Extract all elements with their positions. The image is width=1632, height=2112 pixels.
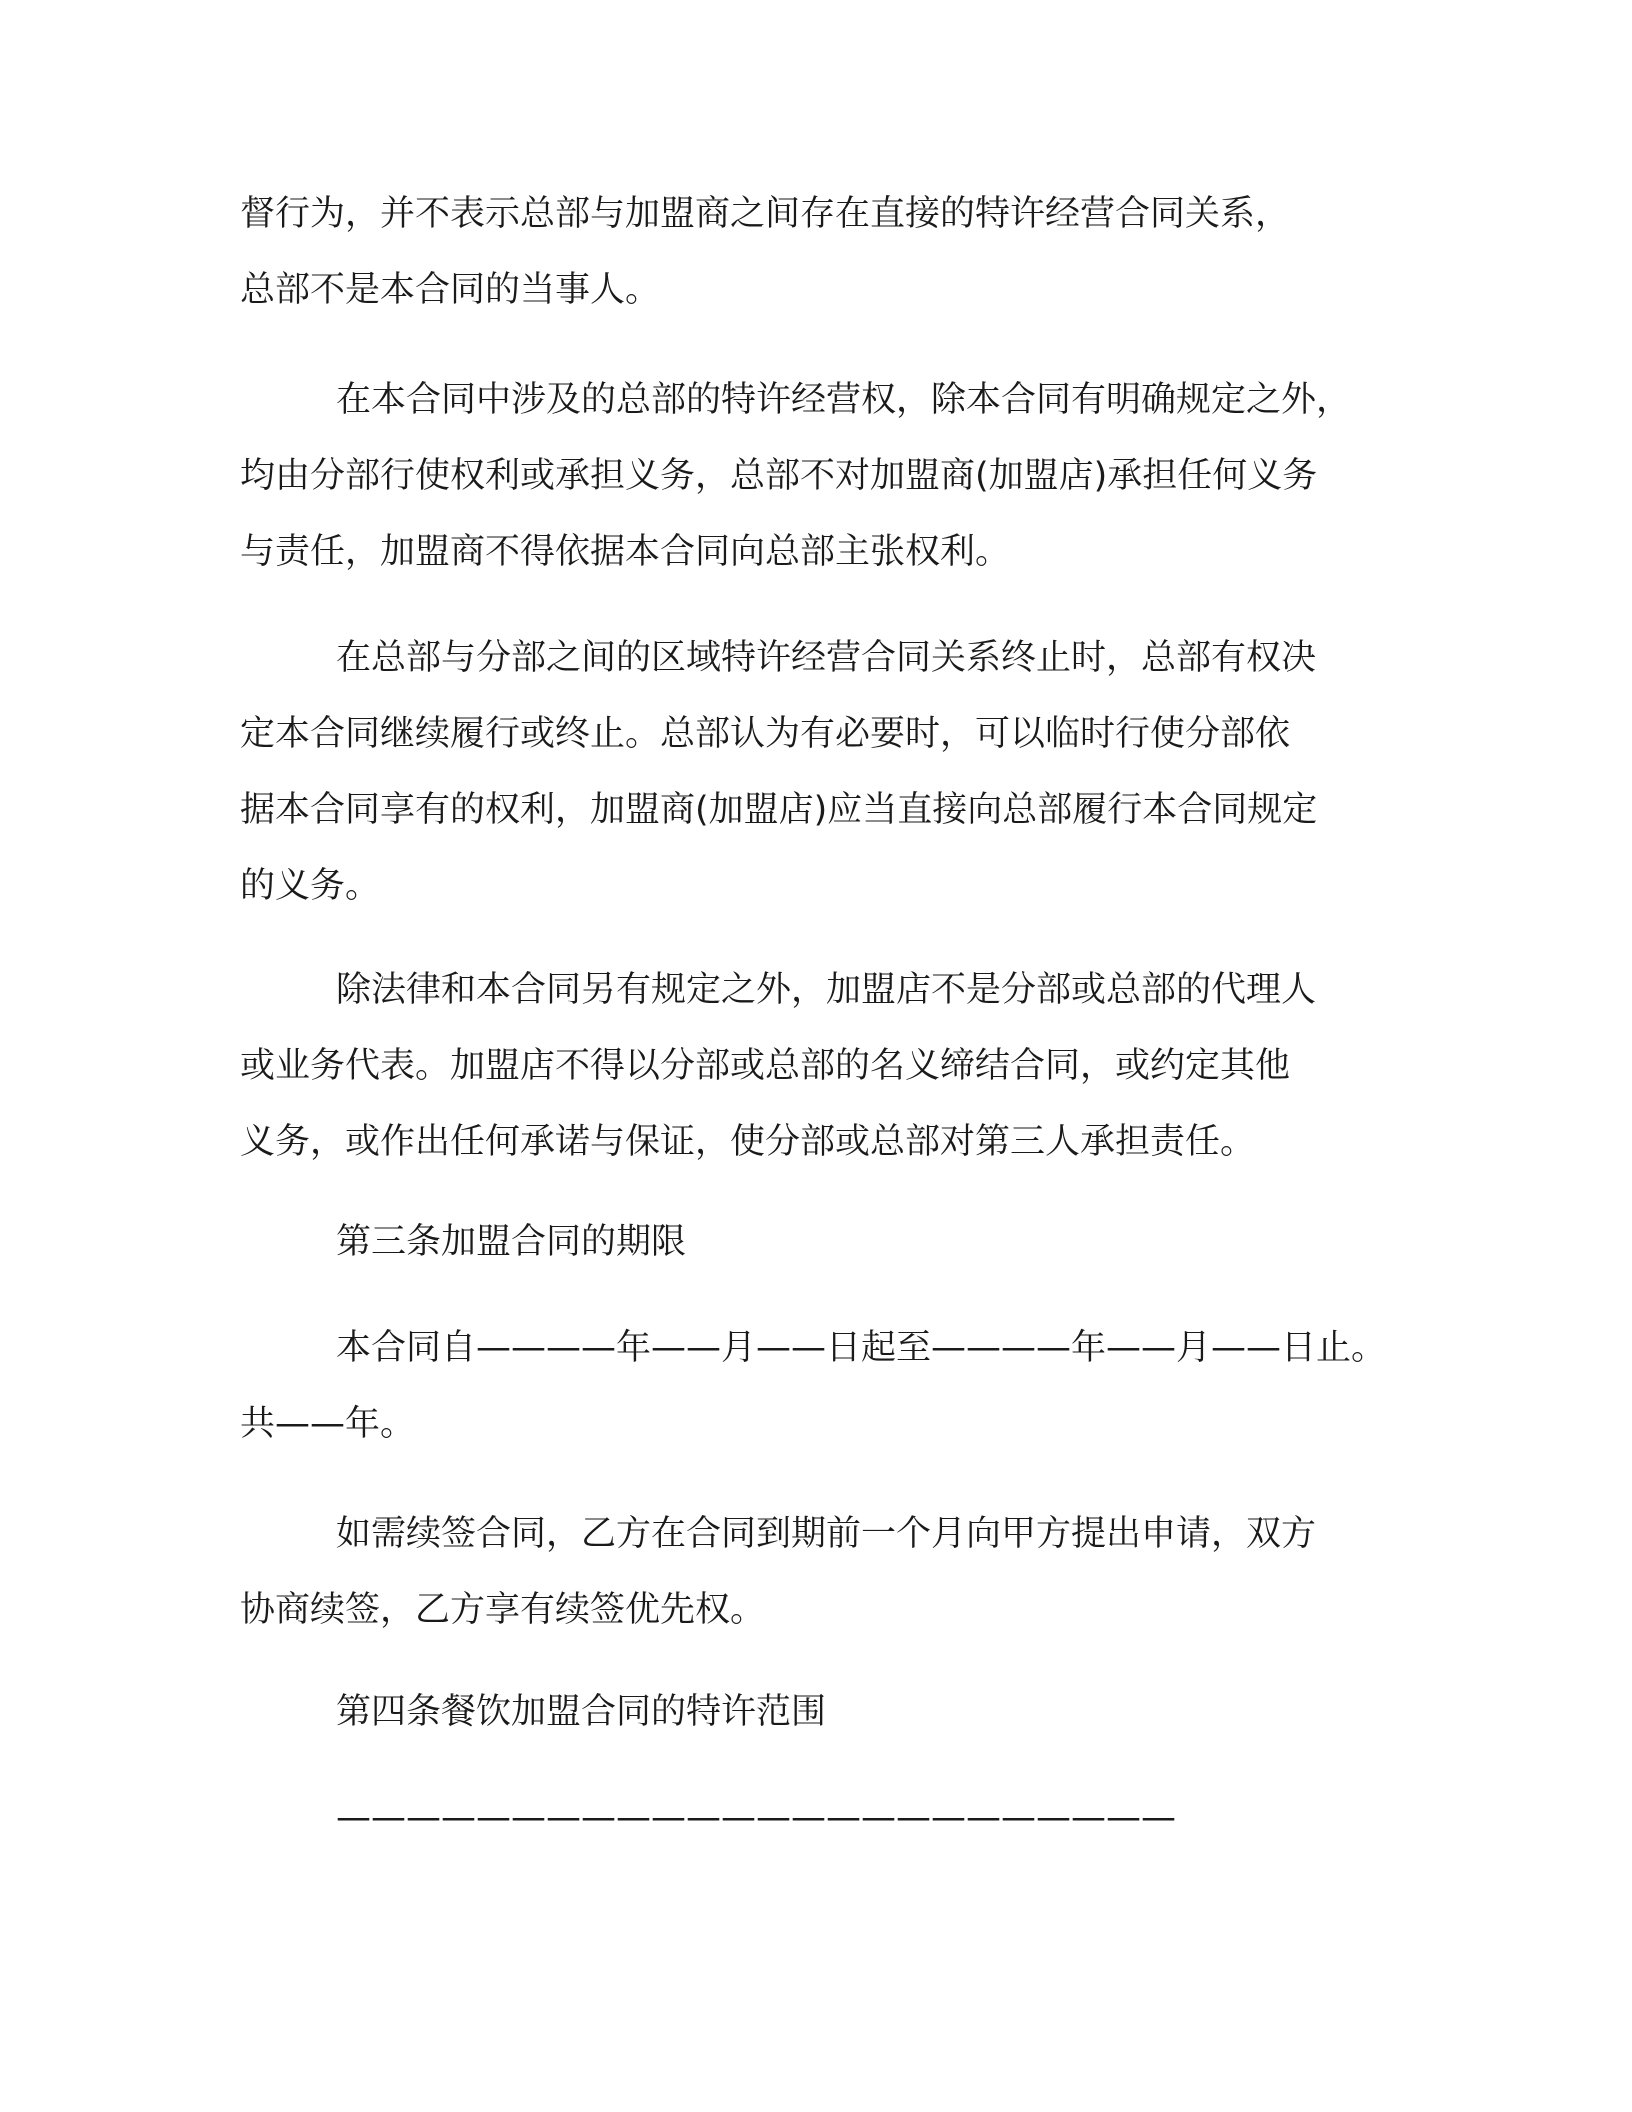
paragraph-agency <box>240 952 1400 1180</box>
text-line: 如需续签合同，乙方在合同到期前一个月向甲方提出申请，双方 <box>336 1514 1317 1554</box>
blank-fill-line <box>240 1780 1400 1856</box>
text-line: 共——年。 <box>240 1404 416 1444</box>
text-line: 除法律和本合同另有规定之外，加盟店不是分部或总部的代理人 <box>336 970 1317 1010</box>
text-line: 均由分部行使权利或承担义务，总部不对加盟商(加盟店)承担任何义务 <box>240 456 1318 496</box>
section-heading: 第四条餐饮加盟合同的特许范围 <box>336 1692 827 1732</box>
text-line: 据本合同享有的权利，加盟商(加盟店)应当直接向总部履行本合同规定 <box>240 790 1318 830</box>
paragraph-headquarters-rights <box>240 362 1400 590</box>
text-line: 督行为，并不表示总部与加盟商之间存在直接的特许经营合同关系， <box>240 194 1291 234</box>
text-line: 本合同自————年——月——日起至————年——月——日止。 <box>336 1328 1387 1368</box>
section-heading: 第三条加盟合同的期限 <box>336 1222 687 1262</box>
article-3-heading <box>240 1204 1400 1280</box>
text-line: 定本合同继续履行或终止。总部认为有必要时，可以临时行使分部依 <box>240 714 1291 754</box>
text-line: ———————————————————————— <box>336 1798 1176 1838</box>
text-line: 或业务代表。加盟店不得以分部或总部的名义缔结合同，或约定其他 <box>240 1046 1291 1086</box>
paragraph-term-dates <box>240 1310 1400 1462</box>
text-line: 总部不是本合同的当事人。 <box>240 270 661 310</box>
text-line: 在本合同中涉及的总部的特许经营权，除本合同有明确规定之外， <box>336 380 1352 420</box>
text-line: 与责任，加盟商不得依据本合同向总部主张权利。 <box>240 532 1011 572</box>
paragraph-termination <box>240 620 1400 924</box>
article-4-heading <box>240 1674 1400 1750</box>
paragraph-renewal <box>240 1496 1400 1648</box>
paragraph-continuation <box>240 176 1400 328</box>
text-line: 的义务。 <box>240 866 381 906</box>
text-line: 义务，或作出任何承诺与保证，使分部或总部对第三人承担责任。 <box>240 1122 1256 1162</box>
text-line: 在总部与分部之间的区域特许经营合同关系终止时，总部有权决 <box>336 638 1317 678</box>
text-line: 协商续签，乙方享有续签优先权。 <box>240 1590 766 1630</box>
